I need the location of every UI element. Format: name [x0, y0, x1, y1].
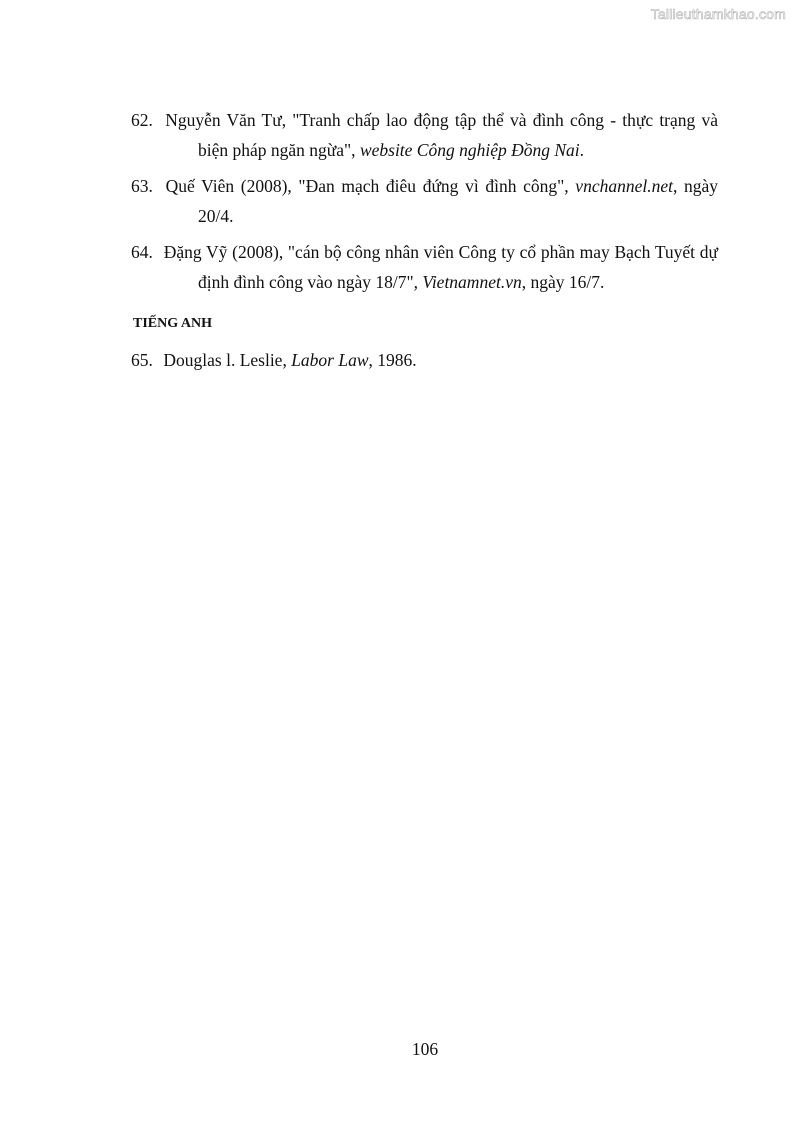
reference-suffix: .: [579, 139, 585, 160]
reference-item-64: [131, 238, 718, 297]
reference-text: Quế Viên (2008), "Đan mạch điêu đứng vì đình công",: [165, 176, 576, 196]
reference-list: [131, 106, 718, 383]
reference-source: Vietnamnet.vn: [422, 271, 522, 292]
reference-text: Đặng Vỹ (2008), "cán bộ công nhân viên Công ty cổ phần may Bạch Tuyết dự định đình công vào ngày 18/7",: [163, 242, 718, 292]
reference-item-62: [131, 106, 718, 165]
reference-source: vnchannel.net: [575, 176, 673, 196]
reference-suffix: , ngày 20/4.: [198, 176, 719, 226]
reference-suffix: , 1986.: [368, 350, 417, 370]
reference-suffix: , ngày 16/7.: [521, 271, 605, 292]
page-number: 106: [411, 1039, 439, 1059]
section-heading: TIẾNG ANH: [133, 316, 212, 331]
reference-number: 62.: [131, 110, 153, 130]
reference-item-63: [131, 172, 718, 231]
reference-item-65: [131, 346, 718, 376]
watermark: Tailieuthamkhao.com: [650, 6, 786, 22]
reference-source: website Công nghiệp Đồng Nai: [359, 139, 580, 160]
reference-text: Nguyễn Văn Tư, "Tranh chấp lao động tập thể và đình công - thực trạng và biện pháp ngăn ngừa",: [165, 110, 718, 160]
reference-number: 65.: [131, 350, 153, 370]
reference-number: 63.: [131, 176, 153, 196]
reference-number: 64.: [131, 242, 153, 262]
reference-source: Labor Law: [291, 350, 369, 370]
reference-text: Douglas l. Leslie,: [163, 350, 292, 370]
